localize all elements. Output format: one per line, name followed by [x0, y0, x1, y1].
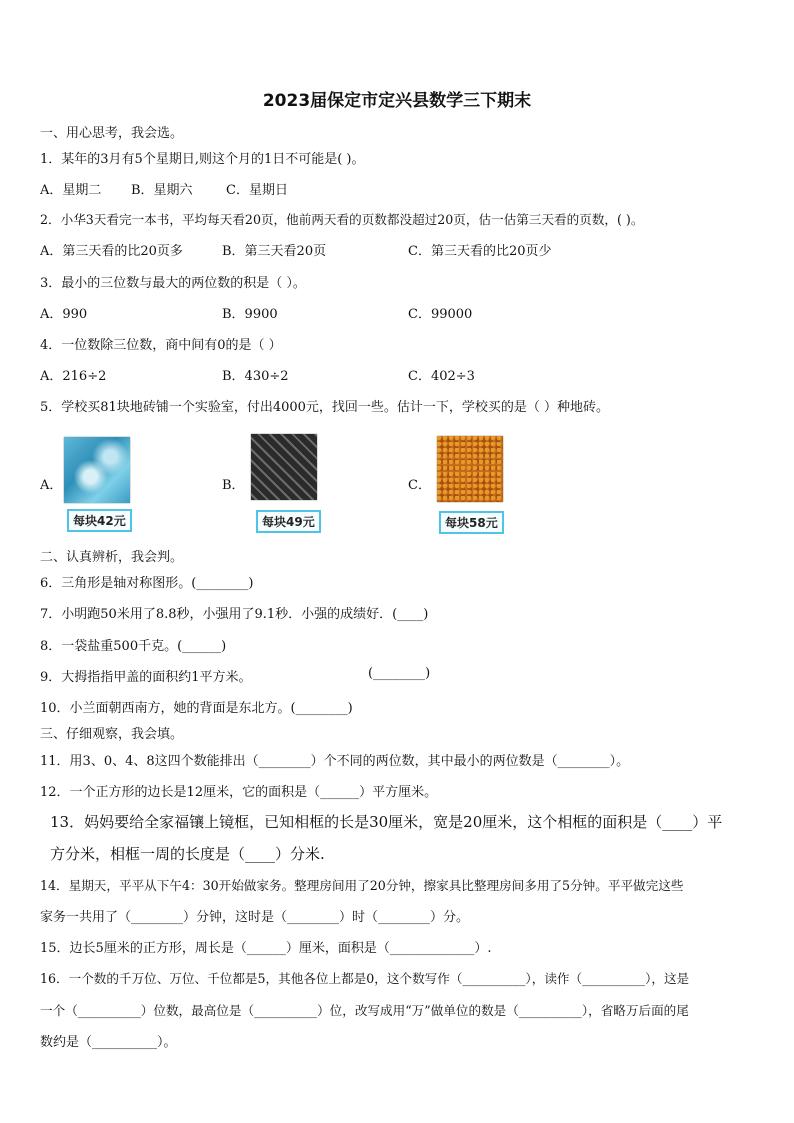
q3-option-c: C．99000 [408, 307, 473, 322]
q1-option-b: B．星期六 [131, 183, 193, 198]
question-16-line-3: 数约是（__________）。 [40, 1035, 177, 1050]
section-1-heading: 一、用心思考，我会选。 [40, 126, 184, 141]
section-2-heading: 二、认真辨析，我会判。 [40, 550, 184, 565]
section-3-heading: 三、仔细观察，我会填。 [40, 727, 184, 742]
q4-option-b: B．430÷2 [222, 369, 289, 384]
q2-option-a: A．第三天看的比20页多 [40, 244, 183, 259]
question-6: 6．三角形是轴对称图形。(________) [40, 576, 254, 591]
q2-option-b: B．第三天看20页 [222, 244, 327, 259]
question-4: 4．一位数除三位数，商中间有0的是（ ） [40, 338, 282, 353]
question-3: 3．最小的三位数与最大的两位数的积是（ ）。 [40, 276, 306, 291]
question-8: 8．一袋盐重500千克。(______) [40, 639, 227, 654]
q5-option-a: A． [40, 478, 63, 493]
q4-option-c: C．402÷3 [408, 369, 475, 384]
question-13-line-1: 13．妈妈要给全家福镶上镜框，已知相框的长是30厘米，宽是20厘米，这个相框的面积是（____）平 [50, 813, 723, 831]
q3-option-b: B．9900 [222, 307, 278, 322]
price-label-b: 每块49元 [256, 510, 321, 533]
question-2: 2．小华3天看完一本书，平均每天看20页，他前两天看的页数都没超过20页，估一估第三天看的页数，( )。 [40, 212, 644, 227]
q5-option-b: B． [222, 478, 245, 493]
q4-option-a: A．216÷2 [40, 369, 107, 384]
question-13-line-2: 方分米，相框一周的长度是（____）分米. [50, 845, 325, 863]
question-5: 5．学校买81块地砖铺一个实验室，付出4000元，找回一些。估计一下，学校买的是（ ）种地砖。 [40, 400, 610, 415]
price-label-c: 每块58元 [439, 511, 504, 534]
q2-option-c: C．第三天看的比20页少 [408, 244, 552, 259]
dark-tile-image [251, 434, 317, 500]
q5-option-c: C． [408, 478, 431, 493]
question-16-line-1: 16．一个数的千万位、万位、千位都是5，其他各位上都是0，这个数写作（__________），读作（__________），这是 [40, 971, 690, 986]
blue-tile-image [64, 437, 130, 503]
question-9: 9．大拇指指甲盖的面积约1平方米。 [40, 670, 252, 685]
question-14-line-1: 14．星期天，平平从下午4：30开始做家务。整理房间用了20分钟，擦家具比整理房间多用了5分钟。平平做完这些 [40, 878, 684, 893]
orange-tile-image [437, 436, 503, 502]
question-9-blank: (________) [368, 666, 431, 681]
price-label-a: 每块42元 [67, 509, 132, 532]
q1-option-a: A．星期二 [40, 183, 102, 198]
q1-option-c: C．星期日 [226, 183, 288, 198]
question-12: 12．一个正方形的边长是12厘米，它的面积是（______）平方厘米。 [40, 785, 438, 800]
page-title: 2023届保定市定兴县数学三下期末 [262, 91, 532, 111]
question-7: 7．小明跑50米用了8.8秒，小强用了9.1秒．小强的成绩好．(____) [40, 607, 429, 622]
question-11: 11．用3、0、4、8这四个数能排出（________）个不同的两位数，其中最小的两位数是（________）。 [40, 754, 630, 769]
question-14-line-2: 家务一共用了（________）分钟，这时是（________）时（________）分。 [40, 910, 470, 925]
q3-option-a: A．990 [40, 307, 88, 322]
question-16-line-2: 一个（__________）位数，最高位是（__________）位，改写成用“万”做单位的数是（__________），省略万后面的尾 [40, 1003, 689, 1018]
question-15: 15．边长5厘米的正方形，周长是（______）厘米，面积是（_____________）. [40, 941, 492, 956]
question-10: 10．小兰面朝西南方，她的背面是东北方。(________) [40, 701, 353, 716]
question-1: 1．某年的3月有5个星期日,则这个月的1日不可能是( )。 [40, 152, 365, 167]
